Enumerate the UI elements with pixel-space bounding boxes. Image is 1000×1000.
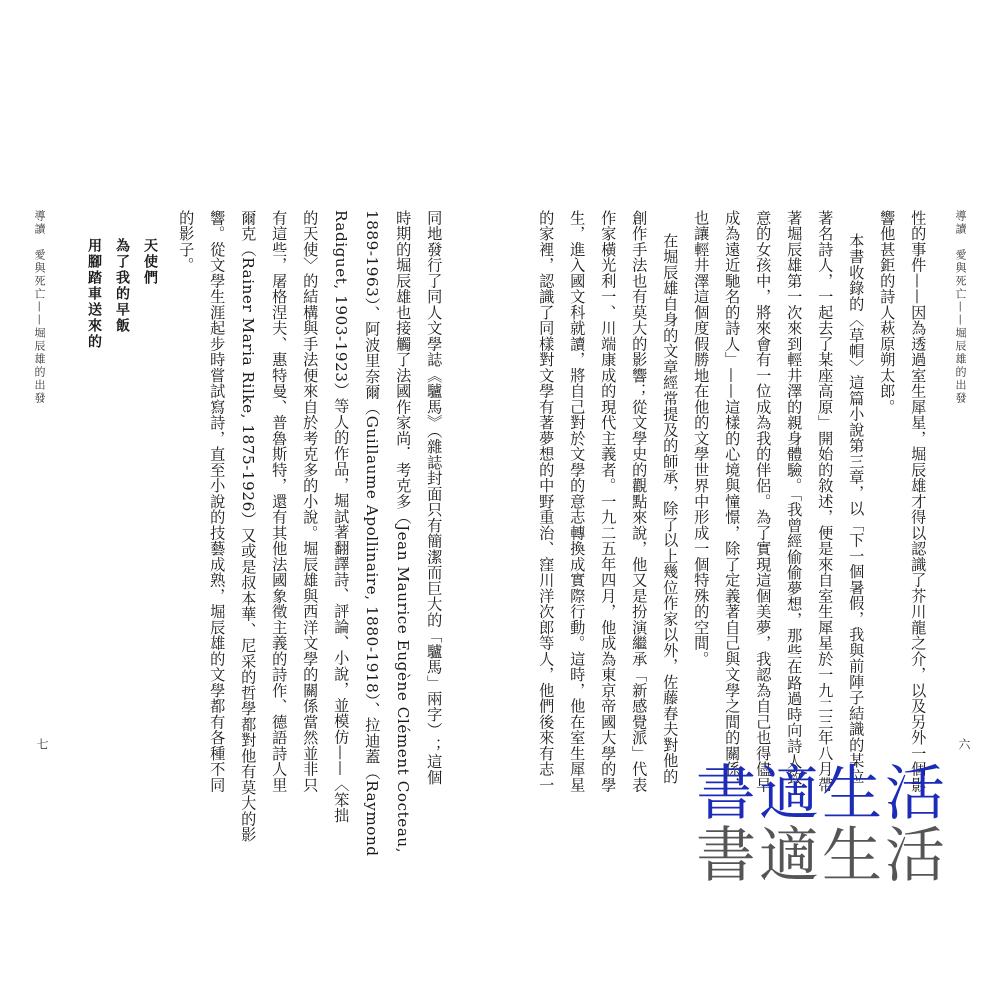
left-page-line-6: 有這些，屠格涅夫、惠特曼、普魯斯特，還有其他法國象徵主義的詩作、德語詩人里 (270, 210, 289, 793)
poem-line-3: 用腳踏車送來的 (86, 238, 102, 350)
right-page-line-9: 在堀辰雄自身的文章經常提及的師承，除了以上幾位作家以外，佐藤春夫對他的 (661, 233, 680, 785)
right-page-line-1: 性的事件——因為透過室生犀星，堀辰雄才得以認識了芥川龍之介，以及另外一個影 (909, 210, 928, 793)
right-page-line-10: 創作手法也有莫大的影響；從文學史的觀點來說，他又是扮演繼承「新感覺派」代表 (630, 210, 649, 793)
left-page-line-5: 的天使〉的結構與手法便來自於考克多的小說。堀辰雄與西洋文學的關係當然並非只 (301, 210, 320, 793)
left-page-line-1: 同地發行了同人文學誌《驢馬》（雜誌封面只有簡潔而巨大的「驢馬」兩字）；這個 (425, 210, 444, 786)
right-page-line-2: 響他甚鉅的詩人萩原朔太郎。 (878, 210, 897, 415)
poem-line-1: 天使們 (142, 238, 158, 286)
right-page-line-7: 成為遠近馳名的詩人」——這樣的心境與憧憬，除了定義著自己與文學之間的關係， (723, 210, 742, 793)
poem-line-2: 為了我的早飯 (114, 238, 130, 334)
left-page-line-4: Radiguet, 1903-1923）等人的作品，堀試著翻譯詩、評論、小說，並模仿——〈笨拙 (332, 210, 351, 824)
watermark-blue: 書適生活 (696, 759, 948, 829)
right-page-line-8: 也讓輕井澤這個度假勝地在他的文學世界中形成一個特殊的空間。 (692, 210, 711, 667)
left-page-line-2: 時期的堀辰雄也接觸了法國作家尚．考克多（Jean Maurice Eugène Clément Cocteau, (394, 210, 413, 854)
left-page-line-9: 的影子。 (177, 210, 196, 273)
right-page-line-6: 意的女孩中，將來會有一位成為我的伴侶。為了實現這個美夢，我認為自己也得儘早 (754, 210, 773, 793)
right-page-line-4: 著名詩人，一起去了某座高原」開始的敘述，便是來自室生犀星於一九二三年八月帶 (816, 210, 835, 793)
left-page-line-8: 響。從文學生涯起步時嘗試寫詩，直至小說的技藝成熟，堀辰雄的文學都有各種不同 (208, 210, 227, 793)
right-page-line-13: 的家裡，認識了同樣對文學有著夢想的中野重治、窪川洋次郎等人，他們後來有志一 (537, 210, 556, 793)
left-page-line-3: 1889-1963）、阿波里奈爾（Guillaume Apollinaire, 1880-1918）、拉迪蓋（Raymond (363, 210, 382, 857)
left-page-line-7: 爾克（Rainer Maria Rilke, 1875-1926）又或是叔本華、尼采的哲學都對他有莫大的影 (239, 210, 258, 843)
right-page-line-12: 生，進入國文科就讀，將自己對於文學的意志轉換成實際行動。這時，他在室生犀星 (568, 210, 587, 793)
right-page-line-3: 本書收錄的〈草帽〉這篇小說第三章，以「下一個暑假，我與前陣子結識的某位 (847, 233, 866, 785)
watermark-gray: 書適生活 (696, 821, 948, 891)
left-page-number: 七 (35, 738, 49, 750)
right-page-line-5: 著堀辰雄第一次來到輕井澤的親身體驗。「我曾經偷偷夢想，那些在路過時向詩人致 (785, 210, 804, 786)
right-page-line-11: 作家橫光利一、川端康成的現代主義者。一九二五年四月，他成為東京帝國大學的學 (599, 210, 618, 793)
right-page-number: 六 (957, 738, 971, 750)
left-page-running-header: 導讀 愛與死亡——堀辰雄的出發 (33, 210, 46, 405)
right-page-running-header: 導讀 愛與死亡——堀辰雄的出發 (954, 210, 967, 405)
